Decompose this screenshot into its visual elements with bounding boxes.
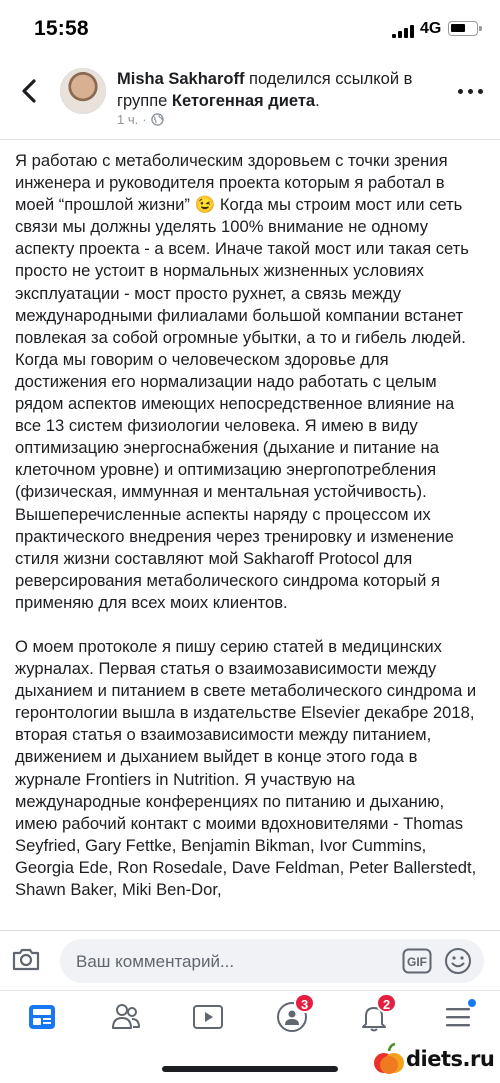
comment-bar bbox=[0, 930, 500, 990]
more-horizontal-icon bbox=[458, 89, 463, 94]
emoji-button[interactable] bbox=[444, 947, 472, 975]
post-body bbox=[15, 150, 485, 930]
tab-news-feed[interactable] bbox=[22, 997, 62, 1037]
signal-icon bbox=[392, 24, 416, 38]
gif-button[interactable] bbox=[402, 948, 432, 974]
gif-icon bbox=[402, 948, 432, 974]
emoji-icon bbox=[444, 947, 472, 975]
back-button[interactable] bbox=[18, 76, 42, 106]
chevron-left-icon bbox=[18, 76, 42, 106]
meta-separator: · bbox=[142, 112, 147, 127]
groups-badge: 3 bbox=[294, 993, 315, 1013]
watermark-text: diets.ru bbox=[406, 1047, 495, 1071]
battery-icon bbox=[448, 21, 478, 36]
news-feed-icon bbox=[22, 997, 62, 1037]
network-type: 4G bbox=[420, 20, 442, 37]
status-time: 15:58 bbox=[34, 17, 89, 40]
tab-friends[interactable] bbox=[106, 997, 146, 1037]
watermark bbox=[372, 1040, 500, 1080]
post-action-text: поделился ссылкой в группе bbox=[117, 70, 413, 110]
title-period: . bbox=[315, 92, 320, 110]
more-options-button[interactable] bbox=[458, 88, 484, 96]
gif-label: GIF bbox=[407, 955, 427, 969]
notifications-badge: 2 bbox=[376, 993, 397, 1013]
avatar[interactable] bbox=[60, 68, 106, 114]
apple-logo-icon bbox=[372, 1042, 406, 1078]
post-paragraph: Я работаю с метаболическим здоровьем с точки зрения инженера и руководителя проекта которым я работал в моей “прошлой жизни” 😉 Когда мы строим мост или сеть связи мы должны уделять 100% внимание не одному аспекту проекта - а всем. Иначе такой мост или такая сеть просто не устоит в нормальных жизненных условиях эксплуатации - мост просто рухнет, а связь между международными филиалами большой компании встанет повлекая за собой огромные убытки, а то и гибель людей. Когда мы говорим о человеческом здоровье для достижения его нормализации надо работать с целым рядом аспектов имеющих непосредственное влияние на все 13 систем физиологии человека. Я имею в виду оптимизацию энергоснабжения (дыхание и питание на клеточном уровне) и оптимизацию энергопотребления (физическая, иммунная и ментальная устойчивость). Вышеперечисленные аспекты наряду с процессом их практического внедрения через тренировку и изменение стиля жизни составляют мой Sakharoff Protocol для реверсирования метаболического синдрома который я применяю для всех моих клиентов. bbox=[15, 151, 469, 612]
header-divider bbox=[0, 139, 500, 140]
status-bar bbox=[0, 0, 500, 54]
comment-placeholder: Ваш комментарий... bbox=[76, 952, 235, 971]
post-author-line bbox=[117, 68, 437, 112]
tab-watch[interactable] bbox=[188, 997, 228, 1037]
tab-menu[interactable] bbox=[438, 997, 478, 1037]
tab-notifications[interactable] bbox=[354, 997, 394, 1037]
post-header bbox=[0, 54, 500, 140]
camera-icon bbox=[10, 943, 42, 975]
post-meta bbox=[117, 112, 164, 127]
home-indicator bbox=[162, 1066, 338, 1072]
post-paragraph: О моем протоколе я пишу серию статей в медицинских журналах. Первая статья о взаимозависимости между дыханием и питанием в свете метаболического синдрома и геронтологии вышла в издательстве Elsevier декабре 2018, вторая статья о взаимозависимости между питанием, движением и дыханием выйдет в конце этого года в журнале Frontiers in Nutrition. Я участвую на международные конференциях по питанию и дыханию, имею рабочий контакт с моими вдохновителями - Thomas Seyfried, Gary Fettke, Benjamin Bikman, Ivor Cummins, Georgia Ede, Ron Rosedale, Dave Feldman, Peter Ballerstedt, Shawn Baker, Miki Ben-Dor, bbox=[15, 636, 477, 899]
globe-icon bbox=[151, 113, 164, 126]
group-name[interactable]: Кетогенная диета bbox=[171, 92, 316, 110]
author-name[interactable]: Misha Sakharoff bbox=[117, 70, 245, 88]
camera-button[interactable] bbox=[10, 943, 42, 975]
post-time[interactable]: 1 ч. bbox=[117, 112, 139, 127]
menu-dot-badge bbox=[468, 999, 476, 1007]
comment-input[interactable] bbox=[60, 939, 484, 983]
watch-icon bbox=[188, 997, 228, 1037]
tab-groups[interactable] bbox=[272, 997, 312, 1037]
friends-icon bbox=[106, 997, 146, 1037]
